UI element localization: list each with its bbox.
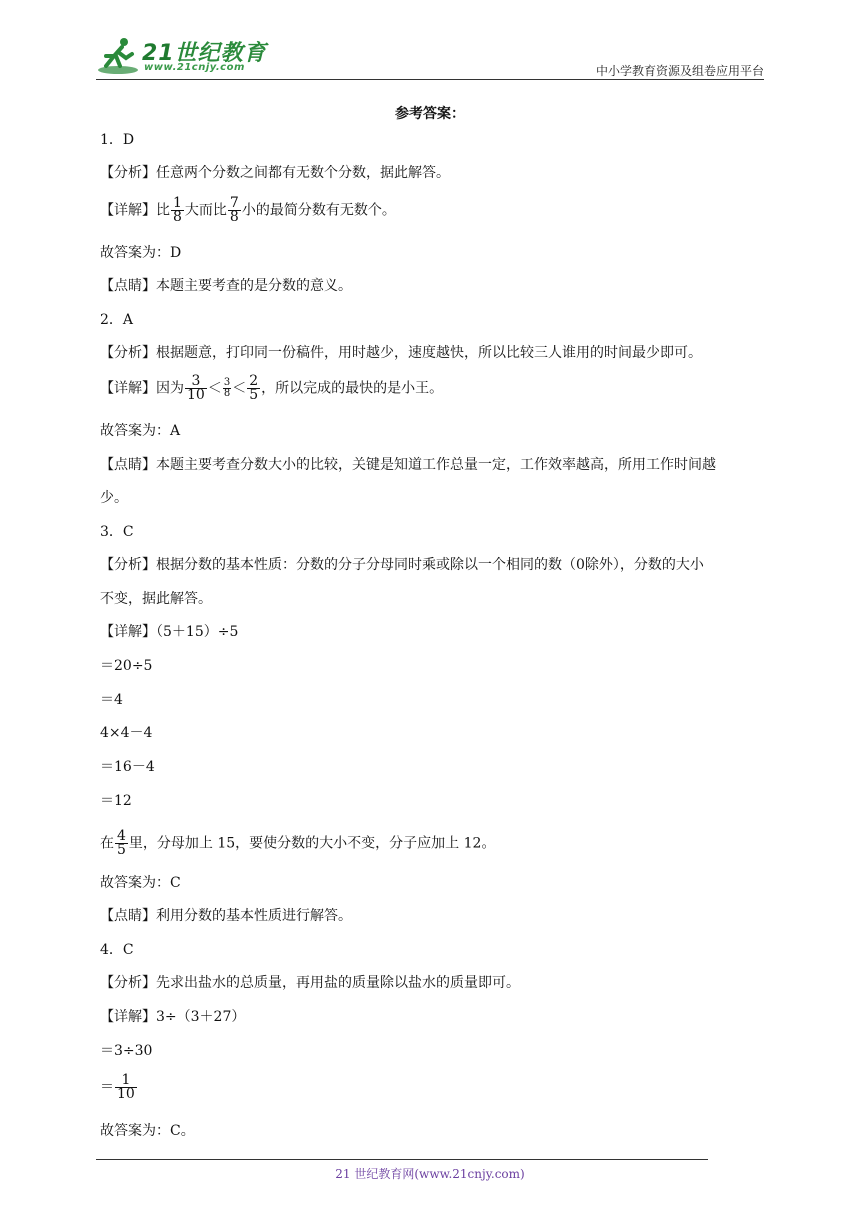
fraction: $\frac{7}{8}$	[229, 195, 239, 225]
logo-wordmark: 21世纪教育	[142, 41, 267, 66]
q3-step-2: ＝20÷5	[100, 658, 153, 674]
q1-analysis: 【分析】任意两个分数之间都有无数个分数，据此解答。	[100, 165, 450, 181]
q3-step-5: ＝16－4	[100, 759, 155, 775]
q2-detail: 【详解】因为 $\frac{3}{10}$ ＜ $\frac{3}{8}$ ＜ $\frac{2}{5}$ ，所以完成的最快的是小王。	[100, 373, 444, 403]
page-title: 参考答案：	[395, 106, 465, 122]
q3-step-6: ＝12	[100, 793, 132, 809]
q3-result: 故答案为：C	[100, 875, 181, 891]
q2-analysis: 【分析】根据题意，打印同一份稿件，用时越少，速度越快，所以比较三人谁用的时间最少即可。	[100, 345, 702, 361]
q4-answer: 4．C	[100, 942, 134, 958]
footer-divider	[96, 1159, 708, 1160]
fraction: $\frac{1}{8}$	[173, 195, 182, 225]
header-divider	[96, 79, 764, 80]
q3-comment: 【点睛】利用分数的基本性质进行解答。	[100, 908, 352, 924]
page-footer: 21 世纪教育网(www.21cnjy.com)	[335, 1167, 525, 1181]
q2-answer: 2．A	[100, 312, 134, 328]
runner-logo-icon	[96, 36, 140, 76]
site-name: 中小学教育资源及组卷应用平台	[595, 64, 764, 78]
q3-detail: 在 $\frac{4}{5}$ 里，分母加上 15，要使分数的大小不变，分子应加上 12。	[100, 828, 496, 858]
q3-step-3: ＝4	[100, 692, 123, 708]
q4-step-2: ＝3÷30	[100, 1043, 153, 1059]
q1-comment: 【点睛】本题主要考查的是分数的意义。	[100, 278, 352, 294]
fraction: $\frac{2}{5}$	[249, 373, 259, 403]
q1-result: 故答案为：D	[100, 245, 182, 261]
q3-step-4: 4×4－4	[100, 725, 153, 741]
logo-url: www.21cnjy.com	[144, 62, 245, 73]
q3-analysis-1: 【分析】根据分数的基本性质：分数的分子分母同时乘或除以一个相同的数（0除外），分数的大小	[100, 557, 704, 573]
q3-step-1: 【详解】（5＋15）÷5	[100, 624, 239, 640]
fraction: $\frac{3}{10}$	[187, 373, 205, 403]
q1-detail: 【详解】比 $\frac{1}{8}$ 大而比 $\frac{7}{8}$ 小的最简分数有无数个。	[100, 195, 396, 225]
logo	[96, 34, 266, 78]
q1-answer: 1．D	[100, 132, 135, 148]
q4-result: 故答案为：C。	[100, 1123, 195, 1139]
q2-result: 故答案为：A	[100, 423, 181, 439]
q4-step-1: 【详解】3÷（3＋27）	[100, 1009, 246, 1025]
q2-comment-1: 【点睛】本题主要考查分数大小的比较，关键是知道工作总量一定，工作效率越高，所用工作时间越	[100, 457, 716, 473]
q2-comment-2: 少。	[100, 490, 128, 506]
fraction: $\frac{4}{5}$	[117, 828, 126, 858]
q4-analysis: 【分析】先求出盐水的总质量，再用盐的质量除以盐水的质量即可。	[100, 975, 520, 991]
page-header	[96, 34, 764, 82]
fraction: $\frac{3}{8}$	[223, 377, 231, 399]
fraction: $\frac{1}{10}$	[117, 1072, 135, 1102]
q3-answer: 3．C	[100, 524, 134, 540]
q4-step-3: ＝ $\frac{1}{10}$	[100, 1072, 135, 1102]
q3-analysis-2: 不变，据此解答。	[100, 591, 212, 607]
